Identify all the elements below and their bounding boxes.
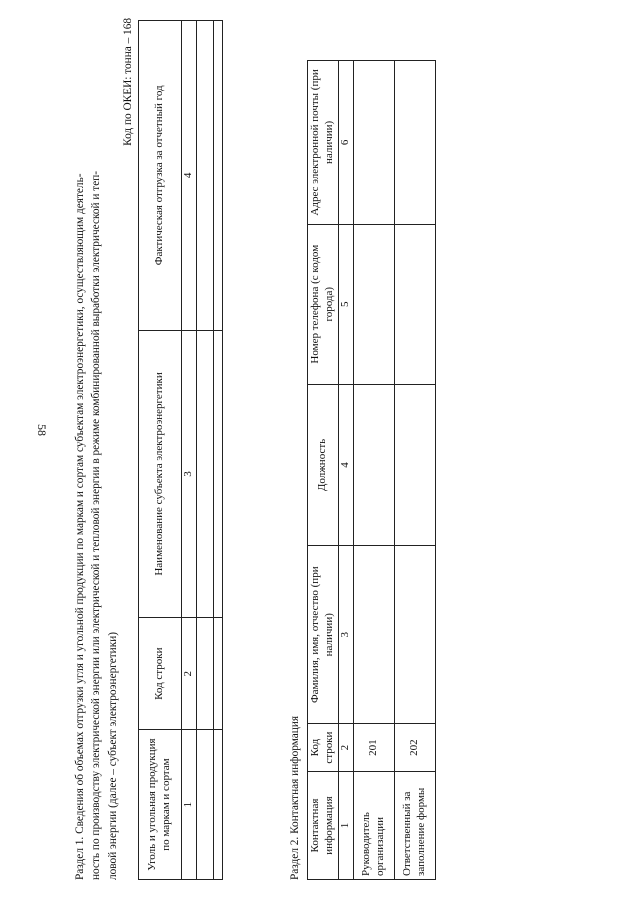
row-label: Ответственный за заполнение формы xyxy=(394,772,435,880)
column-header: Номер телефона (с кодом города) xyxy=(308,224,339,384)
column-number-row xyxy=(182,21,197,880)
column-number: 1 xyxy=(182,730,197,880)
section1-table xyxy=(138,20,223,880)
row-label: Руководитель организации xyxy=(353,772,394,880)
table-row xyxy=(353,61,394,880)
table-cell[interactable] xyxy=(353,384,394,546)
table-cell[interactable] xyxy=(214,21,223,331)
column-number: 3 xyxy=(182,330,197,618)
column-header: Должность xyxy=(308,384,339,546)
okei-unit-code: Код по ОКЕИ: тонна – 168 xyxy=(122,18,134,146)
table-cell[interactable] xyxy=(394,546,435,724)
table-cell[interactable] xyxy=(214,330,223,618)
table-cell[interactable] xyxy=(353,61,394,225)
table-row xyxy=(394,61,435,880)
section1-heading xyxy=(72,100,121,880)
table-cell[interactable] xyxy=(197,730,214,880)
column-number: 2 xyxy=(339,724,354,772)
table-cell[interactable] xyxy=(353,546,394,724)
section1-heading-line: ность по производству электрической энергии или электрической и тепловой энергии в режиме комбинированной выработки электрической и теп- xyxy=(90,170,103,880)
table-header-row xyxy=(139,21,182,880)
table-cell[interactable] xyxy=(353,224,394,384)
section2-table xyxy=(307,60,436,880)
column-header: Фамилия, имя, отчество (при наличии) xyxy=(308,546,339,724)
table-header-row xyxy=(308,61,339,880)
column-number: 5 xyxy=(339,224,354,384)
table-cell[interactable] xyxy=(197,618,214,730)
table-cell[interactable] xyxy=(197,21,214,331)
column-number: 1 xyxy=(339,772,354,880)
column-number: 3 xyxy=(339,546,354,724)
table-row xyxy=(197,21,214,880)
column-number: 2 xyxy=(182,618,197,730)
column-header: Контактная информация xyxy=(308,772,339,880)
column-header: Код строки xyxy=(308,724,339,772)
column-number: 4 xyxy=(339,384,354,546)
row-code: 202 xyxy=(394,724,435,772)
table-row xyxy=(214,21,223,880)
column-number: 4 xyxy=(182,21,197,331)
column-header: Код строки xyxy=(139,618,182,730)
column-number: 6 xyxy=(339,61,354,225)
table-cell[interactable] xyxy=(394,61,435,225)
column-header: Уголь и угольная продукция по маркам и сортам xyxy=(139,730,182,880)
section2-title: Раздел 2. Контактная информация xyxy=(289,715,301,880)
table-cell[interactable] xyxy=(394,384,435,546)
table-cell[interactable] xyxy=(214,618,223,730)
table-cell[interactable] xyxy=(197,330,214,618)
page-number: 58 xyxy=(35,424,49,436)
section1-heading-line: ловой энергии (далее – субъект электроэнергетики) xyxy=(106,631,119,880)
column-header: Фактическая отгрузка за отчетный год xyxy=(139,21,182,331)
column-header: Адрес электронной почты (при наличии) xyxy=(308,61,339,225)
column-header: Наименование субъекта электроэнергетики xyxy=(139,330,182,618)
rotated-page-content xyxy=(72,14,512,880)
row-code: 201 xyxy=(353,724,394,772)
table-cell[interactable] xyxy=(394,224,435,384)
column-number-row xyxy=(339,61,354,880)
table-cell[interactable] xyxy=(214,730,223,880)
section1-heading-line: Раздел 1. Сведения об объемах отгрузки угля и угольной продукции по маркам и сортам субъектам электроэнергетики, осуществляющим деятель- xyxy=(74,173,86,880)
